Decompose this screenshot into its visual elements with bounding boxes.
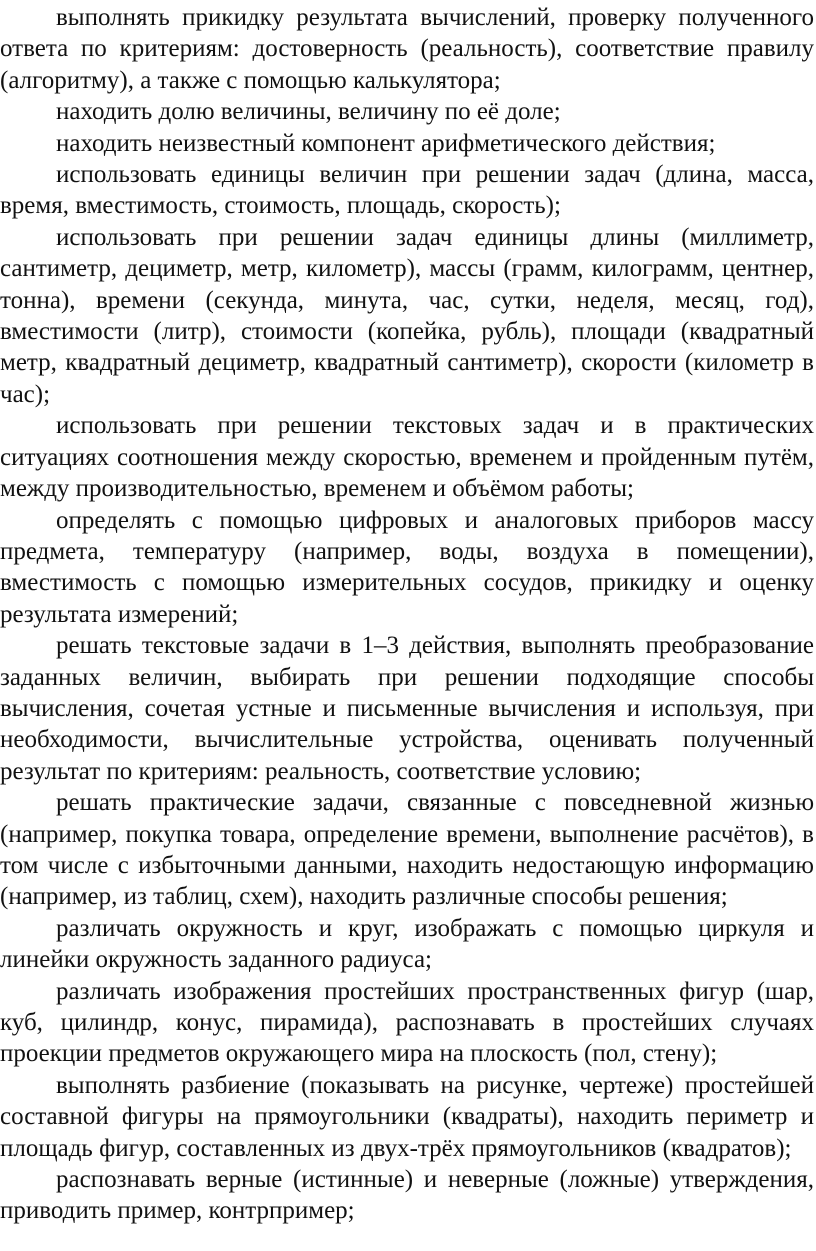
- paragraph-unknown-component: находить неизвестный компонент арифметического действия;: [56, 129, 716, 157]
- paragraph-composite-figures: выполнять разбиение (показывать на рисунке, чертеже) простейшей составной фигуры на прямоугольники (квадраты), находить периметр и площадь фигур, составленных из двух-трёх прямоугольников (квадратов);: [0, 1071, 814, 1162]
- paragraph-units-list: использовать при решении задач единицы длины (миллиметр, сантиметр, дециметр, метр, километр), массы (грамм, килограмм, центнер, тонна), времени (секунда, минута, час, сутки, неделя, месяц, год), вместимости (литр), стоимости (копейка, рубль), площади (квадратный метр, квадратный дециметр, квадратный сантиметр), скорости (километр в час);: [0, 223, 814, 408]
- paragraph-units-of-values: использовать единицы величин при решении задач (длина, масса, время, вместимость, стоимость, площадь, скорость);: [0, 161, 814, 220]
- paragraph-fraction-of-value: находить долю величины, величину по её доле;: [56, 98, 561, 126]
- paragraph-circle: различать окружность и круг, изображать с помощью циркуля и линейки окружность заданного радиуса;: [0, 914, 814, 974]
- paragraph-speed-time-distance: использовать при решении текстовых задач и в практических ситуациях соотношения между скоростью, временем и пройденным путём, между производительностью, временем и объёмом работы;: [0, 412, 814, 503]
- paragraph-true-false-statements: распознавать верные (истинные) и неверные (ложные) утверждения, приводить пример, контрпример;: [0, 1166, 814, 1225]
- paragraph-word-problems: решать текстовые задачи в 1–3 действия, выполнять преобразование заданных величин, выбирать при решении подходящие способы вычисления, сочетая устные и письменные вычисления и используя, при необходимости, вычислительные устройства, оценивать полученный результат по критериям: реальность, соответствие условию;: [0, 632, 814, 785]
- paragraph-estimate-results: выполнять прикидку результата вычислений, проверку полученного ответа по критериям: достоверность (реальность), соответствие правилу (алгоритму), а также с помощью калькулятора;: [0, 4, 814, 94]
- paragraph-practical-problems: решать практические задачи, связанные с повседневной жизнью (например, покупка товара, определение времени, выполнение расчётов), в том числе с избыточными данными, находить недостающую информацию (например, из таблиц, схем), находить различные способы решения;: [0, 789, 814, 911]
- paragraph-measuring-instruments: определять с помощью цифровых и аналоговых приборов массу предмета, температуру (например, воды, воздуха в помещении), вместимость с помощью измерительных сосудов, прикидку и оценку результата измерений;: [0, 506, 814, 628]
- paragraph-spatial-figures: различать изображения простейших пространственных фигур (шар, куб, цилиндр, конус, пирамида), распознавать в простейших случаях проекции предметов окружающего мира на плоскость (пол, стену);: [0, 977, 814, 1068]
